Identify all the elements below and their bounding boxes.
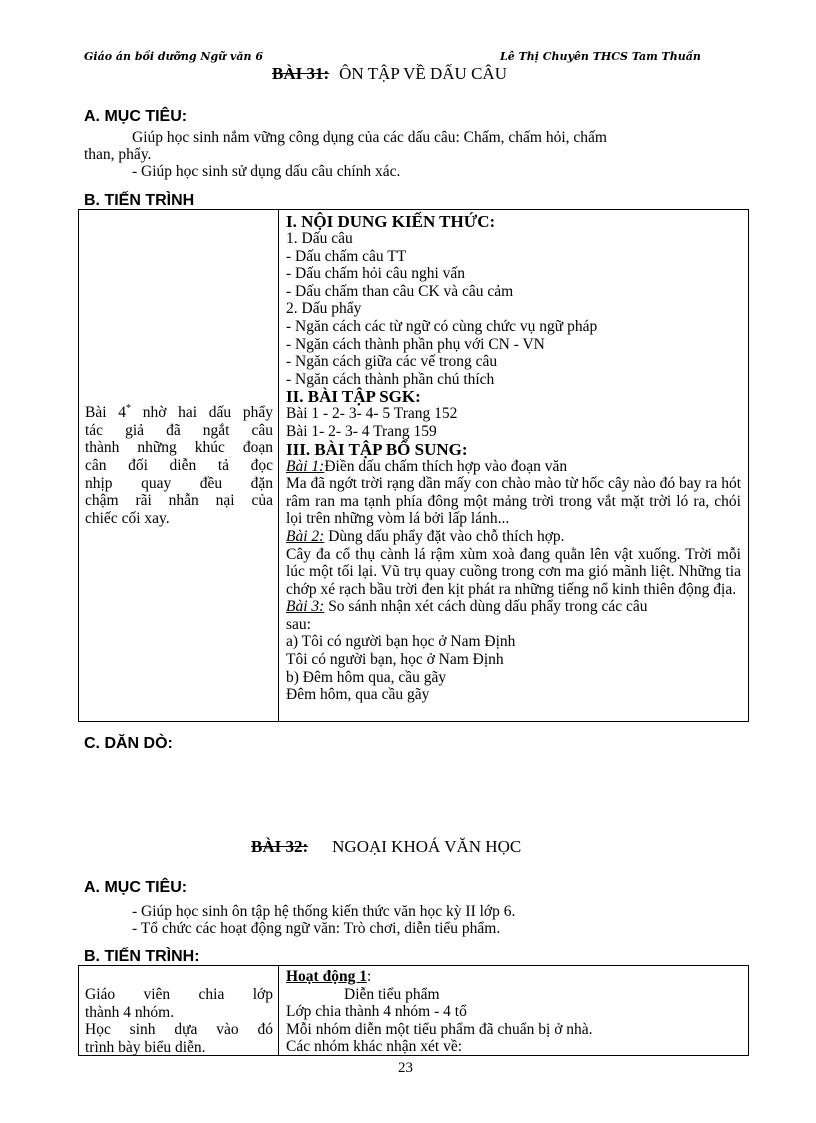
objective-line: Giúp học sinh nắm vững công dụng của các dấu câu: Chấm, chấm hỏi, chấm <box>132 129 607 146</box>
lesson31-objectives <box>84 129 732 180</box>
knowledge-item: - Ngăn cách thành phần phụ với CN - VN <box>286 335 545 353</box>
exercise-3-line: sau: <box>286 615 311 633</box>
objective-line: - Giúp học sinh sử dụng dấu câu chính xác. <box>132 163 401 180</box>
left-line: thành những khúc đoạn <box>85 439 273 457</box>
lesson31-title <box>272 64 507 84</box>
left-line: trình bày biểu diễn. <box>85 1038 206 1056</box>
lesson31-left-cell <box>85 400 273 527</box>
exercise-2-title: Bài 2: Dùng dấu phẩy đặt vào chỗ thích hợp. <box>286 527 565 545</box>
knowledge-item: - Dấu chấm hỏi câu nghi vấn <box>286 265 466 283</box>
exercise-3-line: a) Tôi có người bạn học ở Nam Định <box>286 633 516 651</box>
left-line: chậm rãi nhẫn nại của <box>85 492 273 510</box>
knowledge-item: - Dấu chấm than câu CK và câu cảm <box>286 282 514 300</box>
header-right: Lê Thị Chuyên THCS Tam Thuấn <box>500 50 701 63</box>
left-line: Bài 4* nhờ hai dấu phẩy <box>85 403 273 422</box>
activity-line: Mỗi nhóm diễn một tiểu phẩm đã chuẩn bị ở nhà. <box>286 1020 593 1038</box>
lesson32-number: BÀI 32: <box>251 837 309 856</box>
knowledge-item: 1. Dấu câu <box>286 230 353 247</box>
lesson31-number: BÀI 31: <box>272 64 330 83</box>
sgk-heading: II. BÀI TẬP SGK: <box>286 387 421 407</box>
sgk-item: Bài 1 - 2- 3- 4- 5 Trang 152 <box>286 405 458 423</box>
exercise-3-line: Tôi có người bạn, học ở Nam Định <box>286 651 504 669</box>
activity-heading: Hoạt động 1: <box>286 968 372 985</box>
lesson32-section-b: B. TIẾN TRÌNH: <box>84 948 200 965</box>
knowledge-item: - Ngăn cách giữa các vế trong câu <box>286 353 498 371</box>
page-number: 23 <box>398 1060 413 1076</box>
lesson32-section-a: A. MỤC TIÊU: <box>84 879 188 896</box>
lesson31-section-c: C. DĂN DÒ: <box>84 735 173 752</box>
knowledge-item: 2. Dấu phẩy <box>286 300 362 318</box>
exercise-1-title: Bài 1:Điền dấu chấm thích hợp vào đoạn văn <box>286 457 568 475</box>
lesson32-left-cell <box>85 986 273 1056</box>
lesson32-title <box>251 837 521 857</box>
left-line: thành 4 nhóm. <box>85 1003 175 1021</box>
left-line: Giáo viên chia lớp <box>85 986 273 1003</box>
exercise-3-line: b) Đêm hôm qua, cầu gãy <box>286 668 447 686</box>
left-line: cân đối diễn tả đọc <box>85 456 273 474</box>
exercise-3-line: Đêm hôm, qua cầu gãy <box>286 686 430 704</box>
lesson32-title-text: NGOẠI KHOÁ VĂN HỌC <box>332 837 522 856</box>
objective-line: - Tổ chức các hoạt động ngữ văn: Trò chơi, diễn tiểu phẩm. <box>132 920 501 937</box>
lesson31-section-a: A. MỤC TIÊU: <box>84 108 188 125</box>
left-line: chiếc cối xay. <box>85 509 170 527</box>
lesson31-table <box>78 209 749 722</box>
knowledge-item: - Ngăn cách thành phần chú thích <box>286 370 495 388</box>
activity-line: Các nhóm khác nhận xét về: <box>286 1038 463 1056</box>
lesson31-right-cell <box>286 213 741 704</box>
objective-line: than, phẩy. <box>84 146 152 163</box>
knowledge-heading: I. NỘI DUNG KIẾN THỨC: <box>286 212 496 231</box>
lesson32-objectives <box>84 903 732 937</box>
knowledge-item: - Dấu chấm câu TT <box>286 247 407 265</box>
left-line: Học sinh dựa vào đó <box>85 1021 273 1039</box>
lesson31-title-text: ÔN TẬP VỀ DẤU CÂU <box>339 64 507 83</box>
exercise-2-body: Cây đa cổ thụ cành lá rậm xùm xoà đang quằn lên vật xuống. Trời mỗi lúc một tối lại. Vũ trụ quay cuồng trong cơn ma gió mãnh liệt. Những tia chớp xé rạch bầu trời đen kịt phát ra những tiếng nổ kinh thiên động địa. <box>286 545 741 598</box>
sgk-item: Bài 1- 2- 3- 4 Trang 159 <box>286 422 437 440</box>
lesson32-right-cell <box>286 968 741 1056</box>
lesson32-table <box>78 965 749 1056</box>
table-divider <box>278 210 279 721</box>
left-line: tác giả đã ngắt câu <box>85 421 273 439</box>
lesson31-section-b: B. TIẾN TRÌNH <box>84 192 195 209</box>
knowledge-item: - Ngăn cách các từ ngữ có cùng chức vụ ngữ pháp <box>286 317 598 335</box>
extra-heading: III. BÀI TẬP BỔ SUNG: <box>286 439 468 459</box>
activity-subtitle: Diễn tiểu phẩm <box>344 985 440 1003</box>
exercise-1-body: Ma đã ngớt trời rạng dần mấy con chào mào từ hốc cây nào đó bay ra hót râm ran ma tạnh phía đông một mảng trời trong vắt mặt trời ló ra, chói lọi trên những vòm lá bởi lấp lánh... <box>286 475 741 528</box>
activity-line: Lớp chia thành 4 nhóm - 4 tổ <box>286 1003 467 1021</box>
table-divider <box>278 966 279 1055</box>
header-left: Giáo án bồi dưỡng Ngữ văn 6 <box>84 50 263 63</box>
objective-line: - Giúp học sinh ôn tập hệ thống kiến thức văn học kỳ II lớp 6. <box>132 903 516 920</box>
exercise-3-title: Bài 3: So sánh nhận xét cách dùng dấu phẩy trong các câu <box>286 598 648 616</box>
left-line: nhịp quay đều đặn <box>85 474 273 492</box>
